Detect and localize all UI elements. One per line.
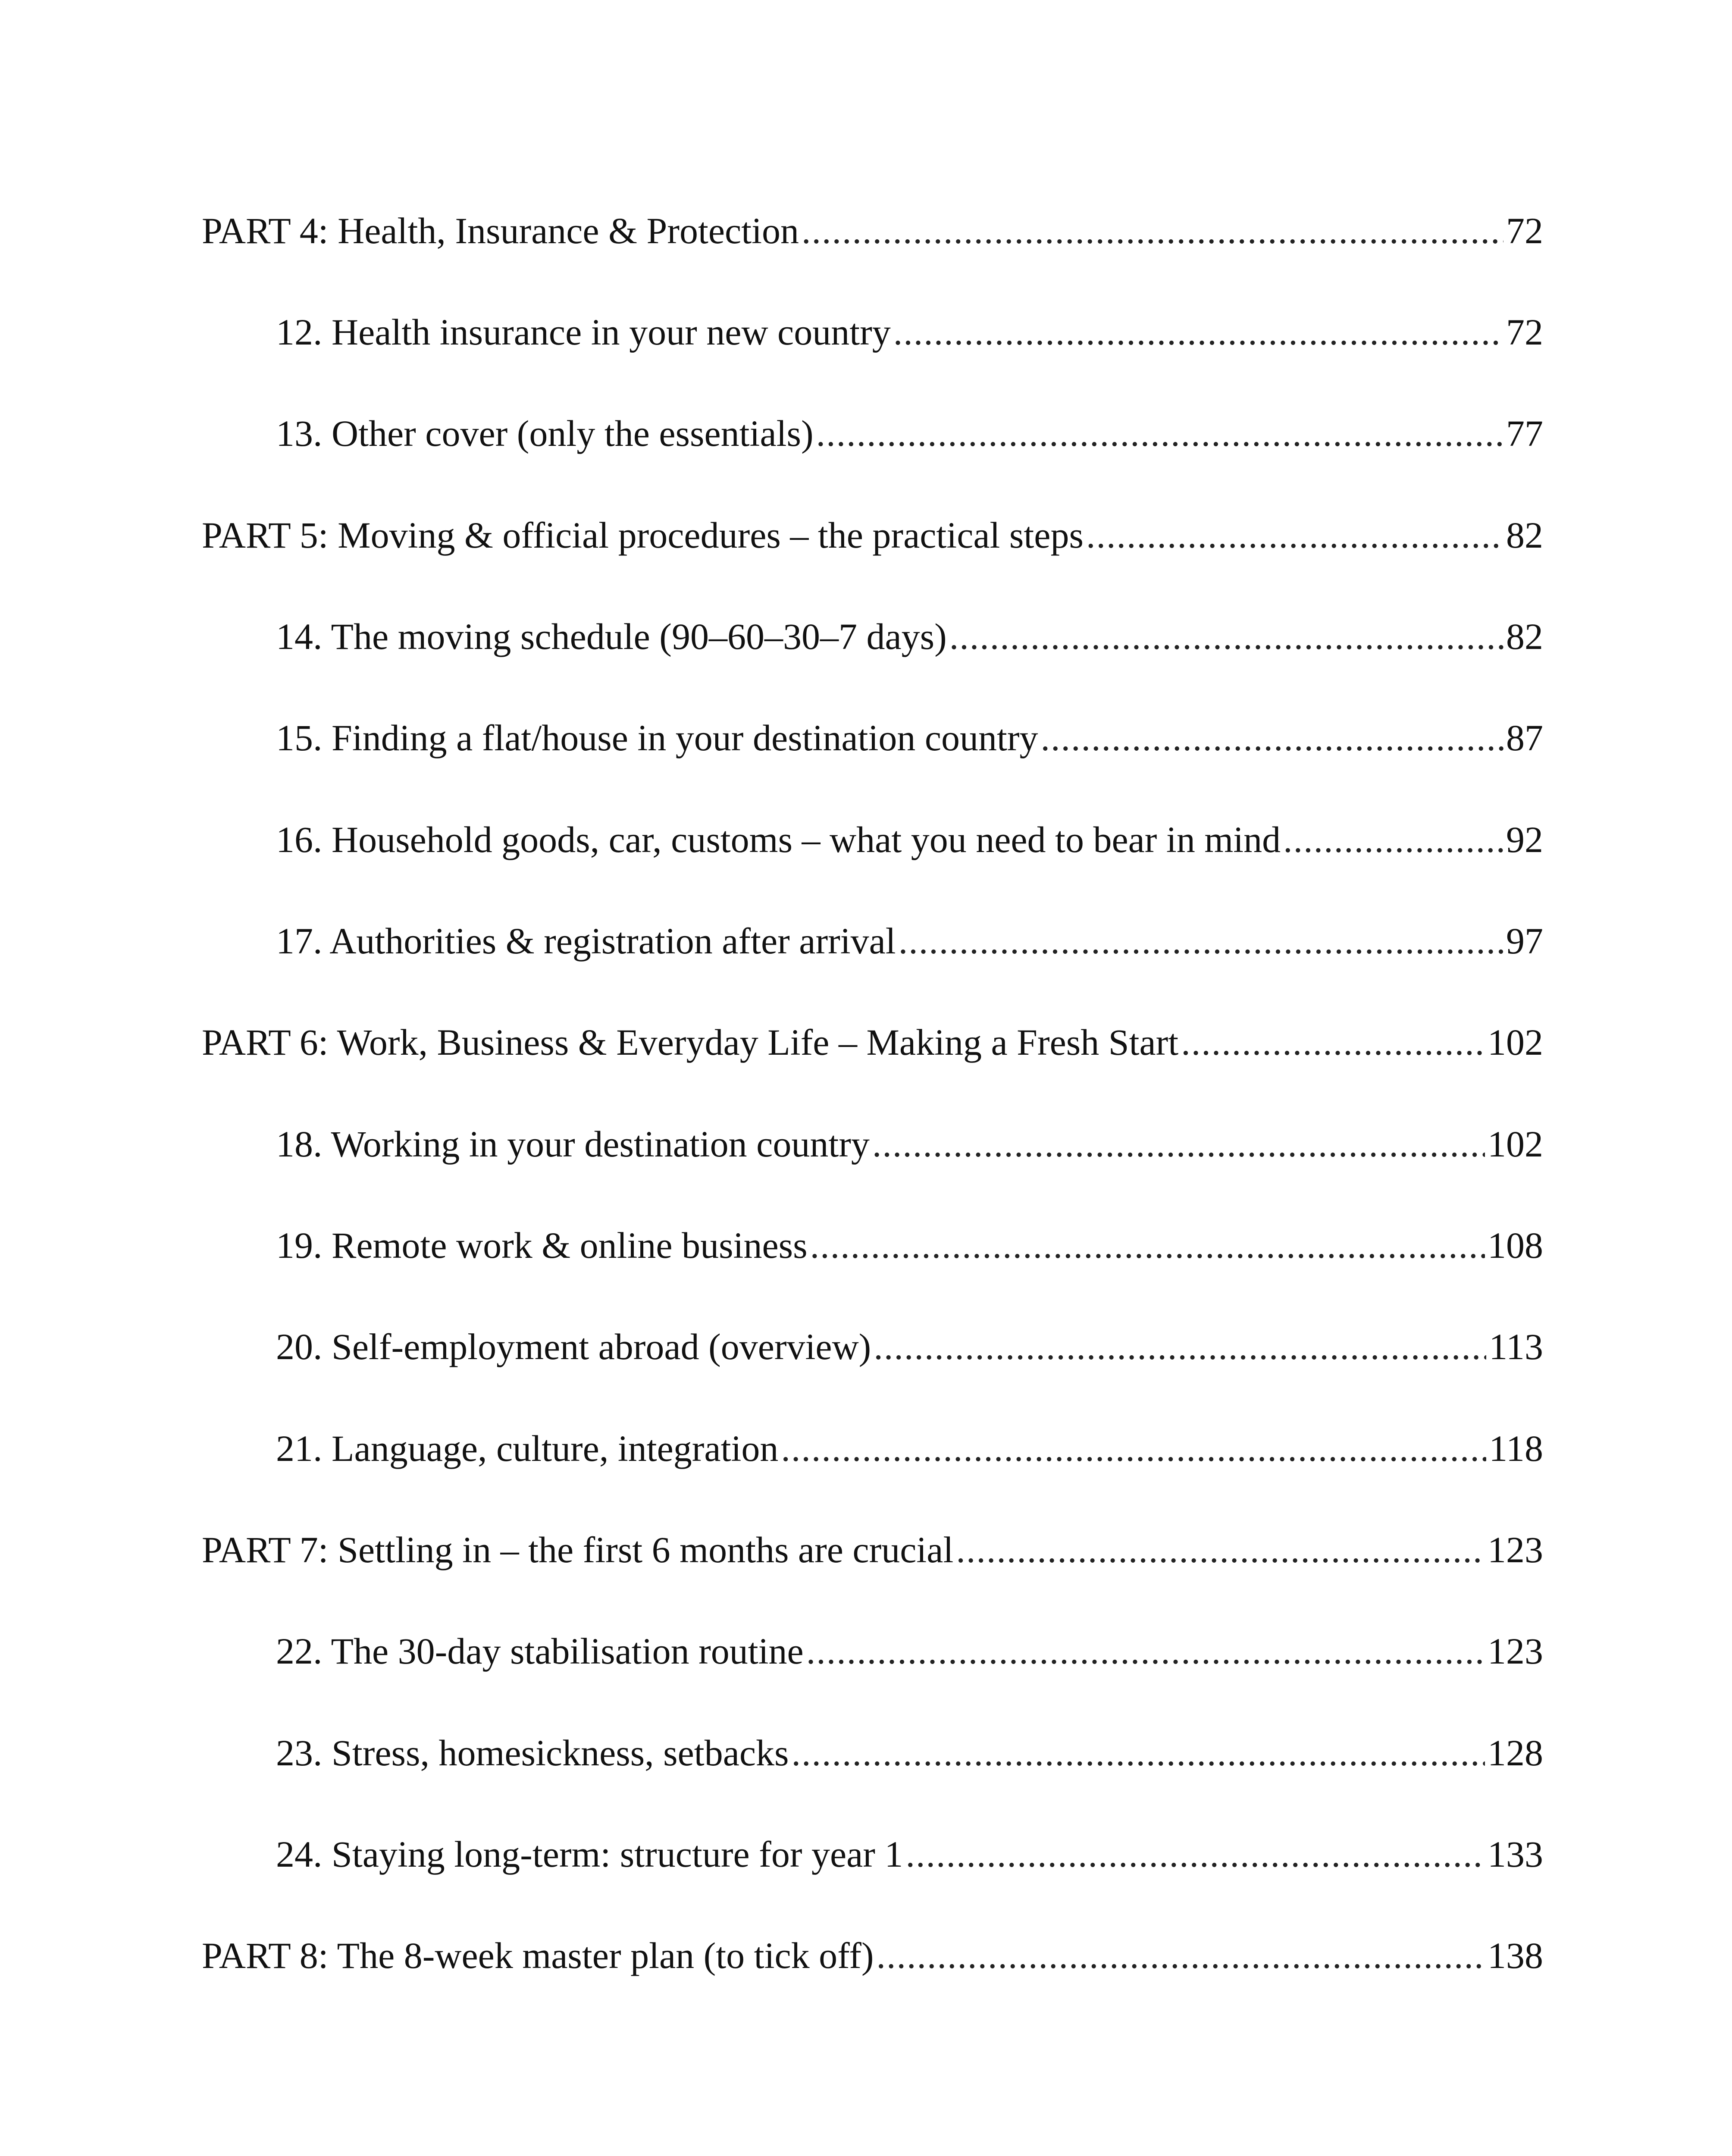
toc-entry-chapter-21[interactable] (276, 1418, 1543, 1479)
dot-leader (802, 201, 1503, 261)
toc-entry-chapter-13[interactable] (276, 403, 1543, 464)
dot-leader (874, 1316, 1486, 1377)
dot-leader (872, 1114, 1485, 1174)
toc-entry-chapter-12[interactable] (276, 302, 1543, 362)
dot-leader (1283, 809, 1503, 870)
dot-leader (949, 606, 1503, 667)
toc-entry-title: 17. Authorities & registration after arrival (276, 920, 896, 962)
toc-entry-title: 23. Stress, homesickness, setbacks (276, 1732, 789, 1774)
toc-entry-title: PART 5: Moving & official procedures – the practical steps (202, 514, 1084, 556)
toc-entry-page: 72 (1506, 311, 1543, 353)
toc-entry-part-7[interactable] (202, 1520, 1543, 1580)
dot-leader (810, 1215, 1485, 1275)
toc-entry-page: 128 (1488, 1732, 1543, 1774)
dot-leader (956, 1520, 1485, 1580)
toc-entry-page: 92 (1506, 819, 1543, 860)
toc-entry-title: 21. Language, culture, integration (276, 1428, 779, 1469)
toc-entry-page: 102 (1488, 1123, 1543, 1165)
toc-entry-title: 12. Health insurance in your new country (276, 311, 891, 353)
toc-entry-chapter-24[interactable] (276, 1824, 1543, 1884)
toc-entry-chapter-15[interactable] (276, 708, 1543, 768)
toc-entry-title: 16. Household goods, car, customs – what you need to bear in mind (276, 819, 1281, 860)
toc-entry-page: 97 (1506, 920, 1543, 962)
toc-entry-title: PART 8: The 8-week master plan (to tick off) (202, 1935, 874, 1976)
toc-entry-page: 133 (1488, 1833, 1543, 1875)
dot-leader (816, 403, 1503, 464)
dot-leader (1041, 708, 1503, 768)
dot-leader (899, 911, 1503, 971)
toc-entry-page: 82 (1506, 616, 1543, 657)
toc-entry-page: 118 (1489, 1428, 1543, 1469)
dot-leader (893, 302, 1503, 362)
toc-entry-title: 19. Remote work & online business (276, 1225, 808, 1266)
toc-entry-page: 113 (1489, 1326, 1543, 1367)
toc-entry-page: 82 (1506, 514, 1543, 556)
toc-entry-part-6[interactable] (202, 1012, 1543, 1072)
toc-entry-page: 102 (1488, 1022, 1543, 1063)
toc-entry-title: 24. Staying long-term: structure for year 1 (276, 1833, 903, 1875)
toc-entry-part-8[interactable] (202, 1925, 1543, 1986)
toc-entry-page: 108 (1488, 1225, 1543, 1266)
dot-leader (905, 1824, 1485, 1884)
toc-entry-chapter-17[interactable] (276, 911, 1543, 971)
toc-entry-chapter-23[interactable] (276, 1723, 1543, 1783)
dot-leader (1086, 505, 1503, 565)
toc-entry-chapter-14[interactable] (276, 606, 1543, 667)
toc-entry-title: 20. Self-employment abroad (overview) (276, 1326, 871, 1367)
toc-entry-chapter-18[interactable] (276, 1114, 1543, 1174)
dot-leader (877, 1925, 1485, 1986)
dot-leader (792, 1723, 1485, 1783)
toc-entry-title: 22. The 30-day stabilisation routine (276, 1630, 804, 1672)
toc-entry-title: 14. The moving schedule (90–60–30–7 days) (276, 616, 947, 657)
toc-entry-page: 72 (1506, 210, 1543, 251)
toc-entry-page: 87 (1506, 717, 1543, 758)
toc-entry-part-5[interactable] (202, 505, 1543, 565)
toc-entry-chapter-22[interactable] (276, 1621, 1543, 1681)
toc-entry-title: PART 7: Settling in – the first 6 months are crucial (202, 1529, 954, 1570)
toc-entry-title: 15. Finding a flat/house in your destination country (276, 717, 1038, 758)
toc-entry-title: PART 6: Work, Business & Everyday Life – Making a Fresh Start (202, 1022, 1179, 1063)
toc-entry-page: 123 (1488, 1529, 1543, 1570)
dot-leader (806, 1621, 1485, 1681)
toc-entry-title: 13. Other cover (only the essentials) (276, 413, 814, 454)
toc-entry-chapter-19[interactable] (276, 1215, 1543, 1275)
toc-entry-title: PART 4: Health, Insurance & Protection (202, 210, 799, 251)
toc-entry-page: 138 (1488, 1935, 1543, 1976)
toc-entry-page: 123 (1488, 1630, 1543, 1672)
dot-leader (781, 1418, 1486, 1479)
toc-entry-chapter-20[interactable] (276, 1316, 1543, 1377)
toc-entry-title: 18. Working in your destination country (276, 1123, 870, 1165)
toc-entry-chapter-16[interactable] (276, 809, 1543, 870)
toc-entry-page: 77 (1506, 413, 1543, 454)
dot-leader (1181, 1012, 1485, 1072)
toc-entry-part-4[interactable] (202, 201, 1543, 261)
